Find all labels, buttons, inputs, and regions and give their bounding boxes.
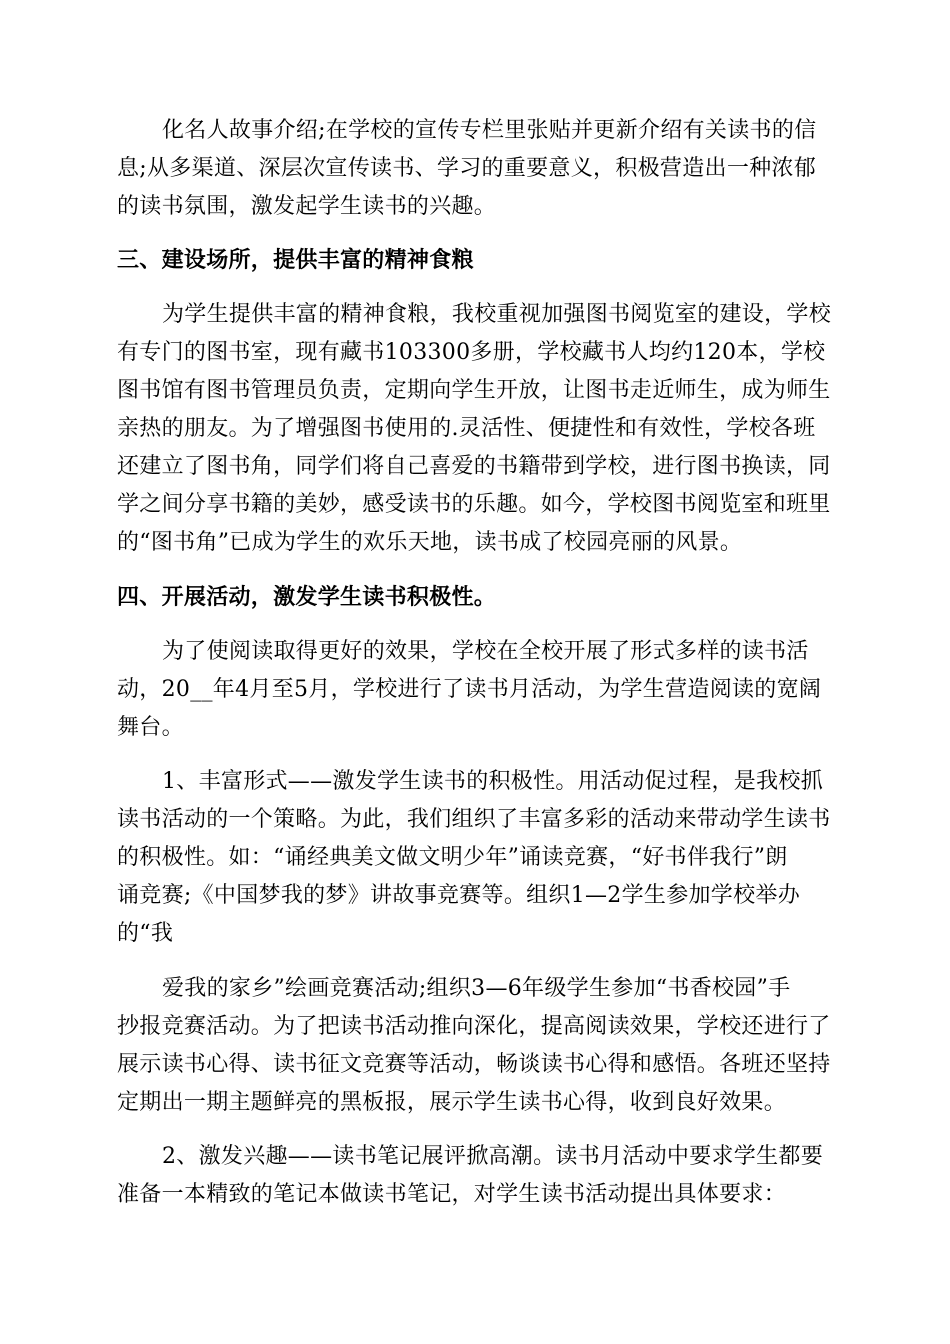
paragraph-line: 的读书氛围，激发起学生读书的兴趣。 [117,194,497,219]
paragraph-line: 舞台。 [117,715,184,740]
paragraph-line: 为学生提供丰富的精神食粮，我校重视加强图书阅览室的建设，学校 [162,302,832,327]
paragraph-line: 准备一本精致的笔记本做读书笔记，对学生读书活动提出具体要求： [117,1182,787,1207]
paragraph-line: 爱我的家乡”绘画竞赛活动;组织3—6年级学生参加“书香校园”手 [162,976,791,1001]
paragraph-line: 定期出一期主题鲜亮的黑板报，展示学生读书心得，收到良好效果。 [117,1090,787,1115]
paragraph-line: 有专门的图书室，现有藏书103300多册，学校藏书人均约120本，学校 [117,340,826,365]
paragraph-line: 的积极性。如：“诵经典美文做文明少年”诵读竞赛，“好书伴我行”朗 [117,845,788,870]
paragraph-line: 展示读书心得、读书征文竞赛等活动，畅谈读书心得和感悟。各班还坚持 [117,1052,831,1077]
paragraph-line: 亲热的朋友。为了增强图书使用的.灵活性、便捷性和有效性，学校各班 [117,416,816,441]
paragraph-line: 学之间分享书籍的美妙，感受读书的乐趣。如今，学校图书阅览室和班里 [117,492,831,517]
paragraph-line: 息;从多渠道、深层次宣传读书、学习的重要意义，积极营造出一种浓郁 [117,156,817,181]
paragraph-line: 图书馆有图书管理员负责，定期向学生开放，让图书走近师生，成为师生 [117,378,831,403]
paragraph-line: 为了使阅读取得更好的效果，学校在全校开展了形式多样的读书活 [162,639,809,664]
paragraph-line: 2、激发兴趣——读书笔记展评掀高潮。读书月活动中要求学生都要 [162,1144,823,1169]
paragraph-line: 读书活动的一个策略。为此，我们组织了丰富多彩的活动来带动学生读书 [117,807,831,832]
paragraph-line: 诵竞赛;《中国梦我的梦》讲故事竞赛等。组织1—2学生参加学校举办 [117,883,801,908]
paragraph-line: 抄报竞赛活动。为了把读书活动推向深化，提高阅读效果，学校还进行了 [117,1014,831,1039]
paragraph-line: 还建立了图书角，同学们将自己喜爱的书籍带到学校，进行图书换读，同 [117,454,831,479]
paragraph-line: 化名人故事介绍;在学校的宣传专栏里张贴并更新介绍有关读书的信 [162,118,817,143]
paragraph-line: 的“我 [117,921,174,946]
paragraph-line: 的“图书角”已成为学生的欢乐天地，读书成了校园亮丽的风景。 [117,530,743,555]
paragraph-line: 1、丰富形式——激发学生读书的积极性。用活动促过程，是我校抓 [162,769,823,794]
section-heading-4: 四、开展活动，激发学生读书积极性。 [117,585,497,610]
paragraph-line: 动，20__年4月至5月，学校进行了读书月活动，为学生营造阅读的宽阔 [117,677,822,702]
section-heading-3: 三、建设场所，提供丰富的精神食粮 [117,248,474,273]
